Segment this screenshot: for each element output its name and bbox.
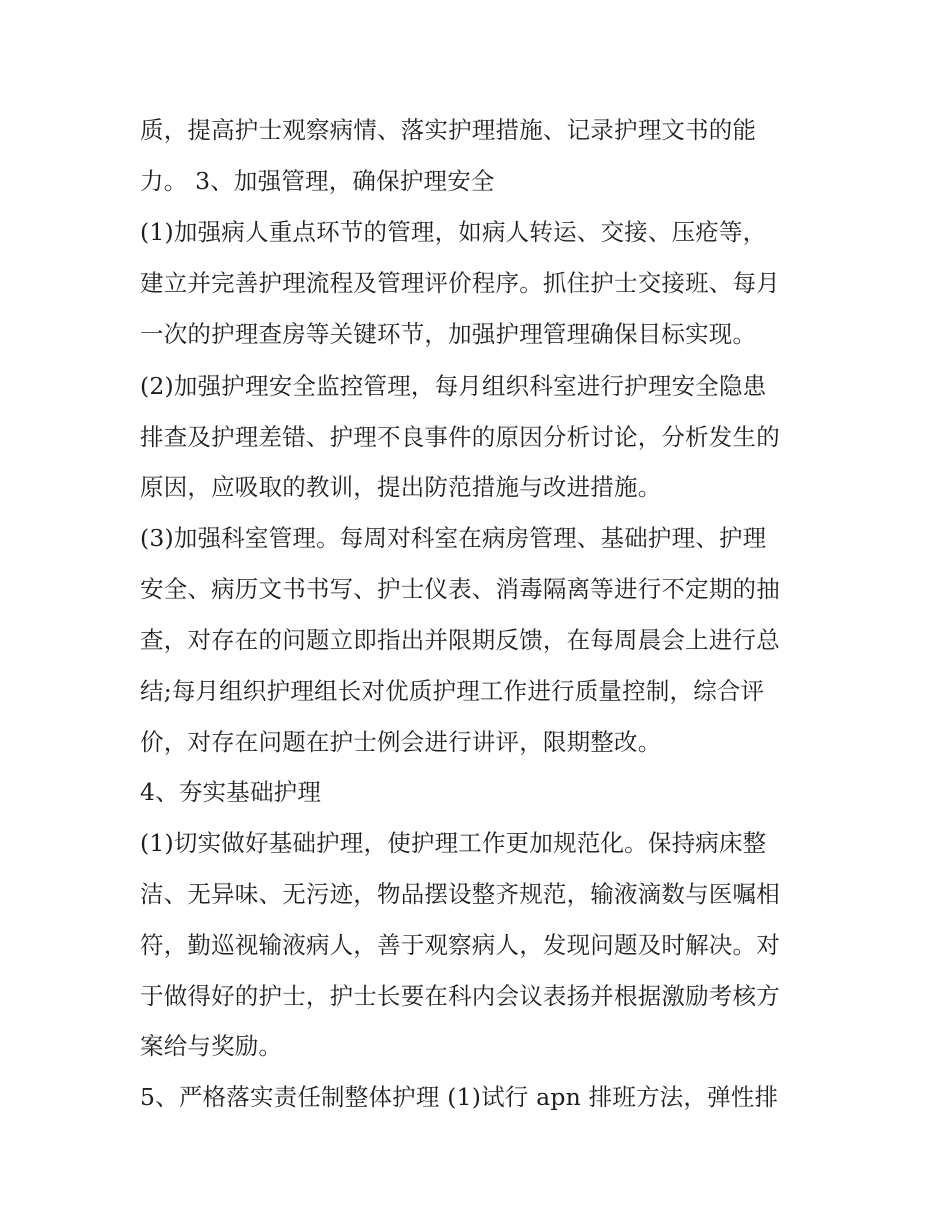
text-line: 一次的护理查房等关键环节，加强护理管理确保目标实现。 bbox=[140, 320, 757, 348]
text-line: 排查及护理差错、护理不良事件的原因分析讨论，分析发生的 bbox=[140, 423, 780, 451]
text-line: 符，勤巡视输液病人，善于观察病人，发现问题及时解决。对 bbox=[140, 931, 780, 959]
text-line: 价，对存在问题在护士例会进行讲评，限期整改。 bbox=[140, 728, 662, 756]
text-line: 建立并完善护理流程及管理评价程序。抓住护士交接班、每月 bbox=[140, 269, 780, 297]
text-line: 力。 3、加强管理，确保护理安全 bbox=[140, 167, 495, 195]
text-line: (3)加强科室管理。每周对科室在病房管理、基础护理、护理 bbox=[140, 524, 767, 552]
text-line: 原因，应吸取的教训，提出防范措施与改进措施。 bbox=[140, 473, 662, 501]
text-line: 质，提高护士观察病情、落实护理措施、记录护理文书的能 bbox=[140, 116, 757, 144]
text-line: (1)切实做好基础护理，使护理工作更加规范化。保持病床整 bbox=[140, 829, 767, 857]
text-line: 案给与奖励。 bbox=[140, 1032, 283, 1060]
section-heading: 4、夯实基础护理 bbox=[140, 778, 322, 806]
text-line: 安全、病历文书书写、护士仪表、消毒隔离等进行不定期的抽 bbox=[140, 575, 780, 603]
text-line: (2)加强护理安全监控管理，每月组织科室进行护理安全隐患 bbox=[140, 372, 767, 400]
text-line: 结;每月组织护理组长对优质护理工作进行质量控制，综合评 bbox=[140, 677, 765, 705]
text-line: 5、严格落实责任制整体护理 (1)试行 apn 排班方法，弹性排 bbox=[140, 1083, 779, 1111]
text-line: 查，对存在的问题立即指出并限期反馈，在每周晨会上进行总 bbox=[140, 626, 780, 654]
text-line: 于做得好的护士，护士长要在科内会议表扬并根据激励考核方 bbox=[140, 982, 780, 1010]
text-line: (1)加强病人重点环节的管理，如病人转运、交接、压疮等， bbox=[140, 218, 767, 246]
text-line: 洁、无异味、无污迹，物品摆设整齐规范，输液滴数与医嘱相 bbox=[140, 880, 780, 908]
